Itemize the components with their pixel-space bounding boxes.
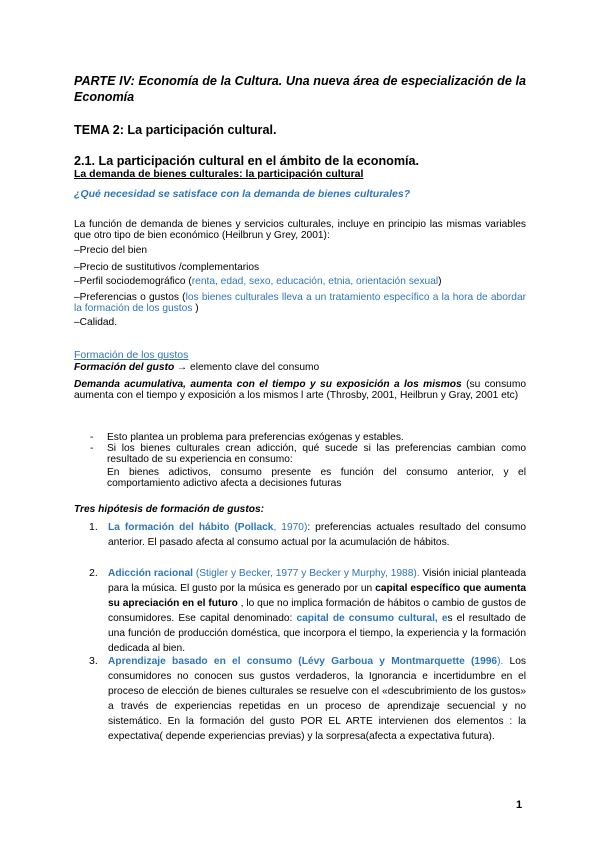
hipotesis-2-text1: Visión inicial planteada para la música. El gusto por la música es generado por un bbox=[108, 568, 526, 594]
formacion-label: Formación del gusto bbox=[74, 362, 175, 373]
section-subtitle: La demanda de bienes culturales: la participación cultural bbox=[74, 168, 364, 180]
hipotesis-number: 3. bbox=[89, 655, 98, 667]
item-perfil bbox=[74, 276, 526, 288]
demanda-label: Demanda acumulativa, aumenta con el tiempo y su exposición a los mismos bbox=[74, 379, 462, 390]
preferencias-close: ) bbox=[192, 303, 199, 314]
perfil-variables: renta, edad, sexo, educación, etnia, orientación sexual bbox=[191, 276, 439, 287]
section-question: ¿Qué necesidad se satisface con la demanda de bienes culturales? bbox=[74, 188, 411, 200]
item-calidad: –Calidad. bbox=[74, 317, 118, 328]
section-title: 2.1. La participación cultural en el ámbito de la economía. bbox=[74, 154, 420, 168]
formacion-line bbox=[74, 362, 526, 374]
preferencias-note: los bienes culturales lleva a un tratamiento específico a la hora de abordar la formación de los gustos bbox=[74, 292, 526, 314]
bullet-dash: - bbox=[90, 432, 94, 443]
hipotesis-2-text3: s el resultado de una función de producción doméstica, que incorpora el tiempo, la experiencia y la formación dedicada al bien. bbox=[108, 613, 527, 654]
hipotesis-heading: Tres hipótesis de formación de gustos: bbox=[74, 504, 265, 515]
arrow-icon: → bbox=[174, 362, 191, 373]
hipotesis-2-blue: capital de consumo cultural, e bbox=[296, 613, 448, 624]
gustos-heading[interactable]: Formación de los gustos bbox=[74, 349, 189, 361]
hipotesis-2-text2: , lo que no implica formación de hábitos o cambio de gustos de consumidores. Ese capital denominado: bbox=[108, 598, 526, 624]
hipotesis-item-3 bbox=[108, 654, 526, 744]
item-precio: –Precio del bien bbox=[74, 245, 148, 256]
hipotesis-1-title: La formación del hábito (Pollack bbox=[108, 522, 274, 533]
bullet-text: Si los bienes culturales crean adicción, qué sucede si las preferencias cambian como resultado de su experiencia en consumo: bbox=[107, 443, 526, 465]
perfil-label: –Perfil sociodemográfico ( bbox=[74, 276, 192, 287]
hipotesis-3-text: Los consumidores no conocen sus gustos verdaderos, la Ignorancia e incertidumbre en el proceso de elección de bienes culturales se resuelve con el «descubrimiento de los gustos» a través de experiencias repetidas en un proceso de aprendizaje secuencial y no sistemático. En la formación del gusto POR EL ARTE intervienen dos elementos : la expectativa( depende experiencias previas) y la sorpresa(afecta a expectativa futura). bbox=[108, 656, 526, 742]
gustos-heading-wrap bbox=[74, 345, 526, 363]
hipotesis-item-1 bbox=[108, 520, 526, 550]
hipotesis-1-cite: , 1970) bbox=[273, 522, 308, 533]
intro-paragraph: La función de demanda de bienes y servicios culturales, incluye en principio las mismas variables que otro tipo de bien económico (Heilbrun y Grey, 2001): bbox=[74, 219, 526, 241]
hipotesis-1-text: : preferencias actuales resultado del consumo anterior. El pasado afecta al consumo actual por la acumulación de hábitos. bbox=[108, 522, 526, 548]
hipotesis-3-title: Aprendizaje basado en el consumo (Lévy Garboua y Montmarquette (1996 bbox=[108, 656, 498, 667]
item-preferencias bbox=[74, 292, 526, 314]
page-number: 1 bbox=[516, 799, 523, 811]
hipotesis-2-title: Adicción racional bbox=[108, 568, 193, 579]
bullet-dash: - bbox=[90, 443, 94, 454]
hipotesis-2-bold: capital específico que aumenta su apreciación en el futuro bbox=[108, 583, 527, 609]
demanda-text: (su consumo aumenta con el tiempo y exposición a los mismos l arte (Throsby, 2001, Heilbrun y Gray, 2001 etc) bbox=[74, 379, 527, 401]
hipotesis-2-cite: (Stigler y Becker, 1977 y Becker y Murphy, 1988). bbox=[192, 568, 420, 579]
tema-title: TEMA 2: La participación cultural. bbox=[74, 123, 277, 137]
formacion-text: elemento clave del consumo bbox=[190, 362, 320, 373]
demanda-paragraph bbox=[74, 379, 526, 401]
adictivos-paragraph: En bienes adictivos, consumo presente es función del consumo anterior, y el comportamiento adictivo afecta a decisiones futuras bbox=[107, 467, 526, 489]
hipotesis-3-cite: ). bbox=[497, 656, 504, 667]
perfil-close: ) bbox=[438, 276, 442, 287]
item-sustitutivos: –Precio de sustitutivos /complementarios bbox=[74, 262, 260, 273]
hipotesis-item-2 bbox=[108, 566, 526, 656]
part-title: PARTE IV: Economía de la Cultura. Una nueva área de especialización de la Economía bbox=[74, 74, 526, 104]
preferencias-label: –Preferencias o gustos ( bbox=[74, 292, 186, 303]
hipotesis-number: 2. bbox=[89, 567, 98, 579]
hipotesis-number: 1. bbox=[89, 521, 98, 533]
bullet-text: Esto plantea un problema para preferencias exógenas y estables. bbox=[107, 432, 404, 443]
